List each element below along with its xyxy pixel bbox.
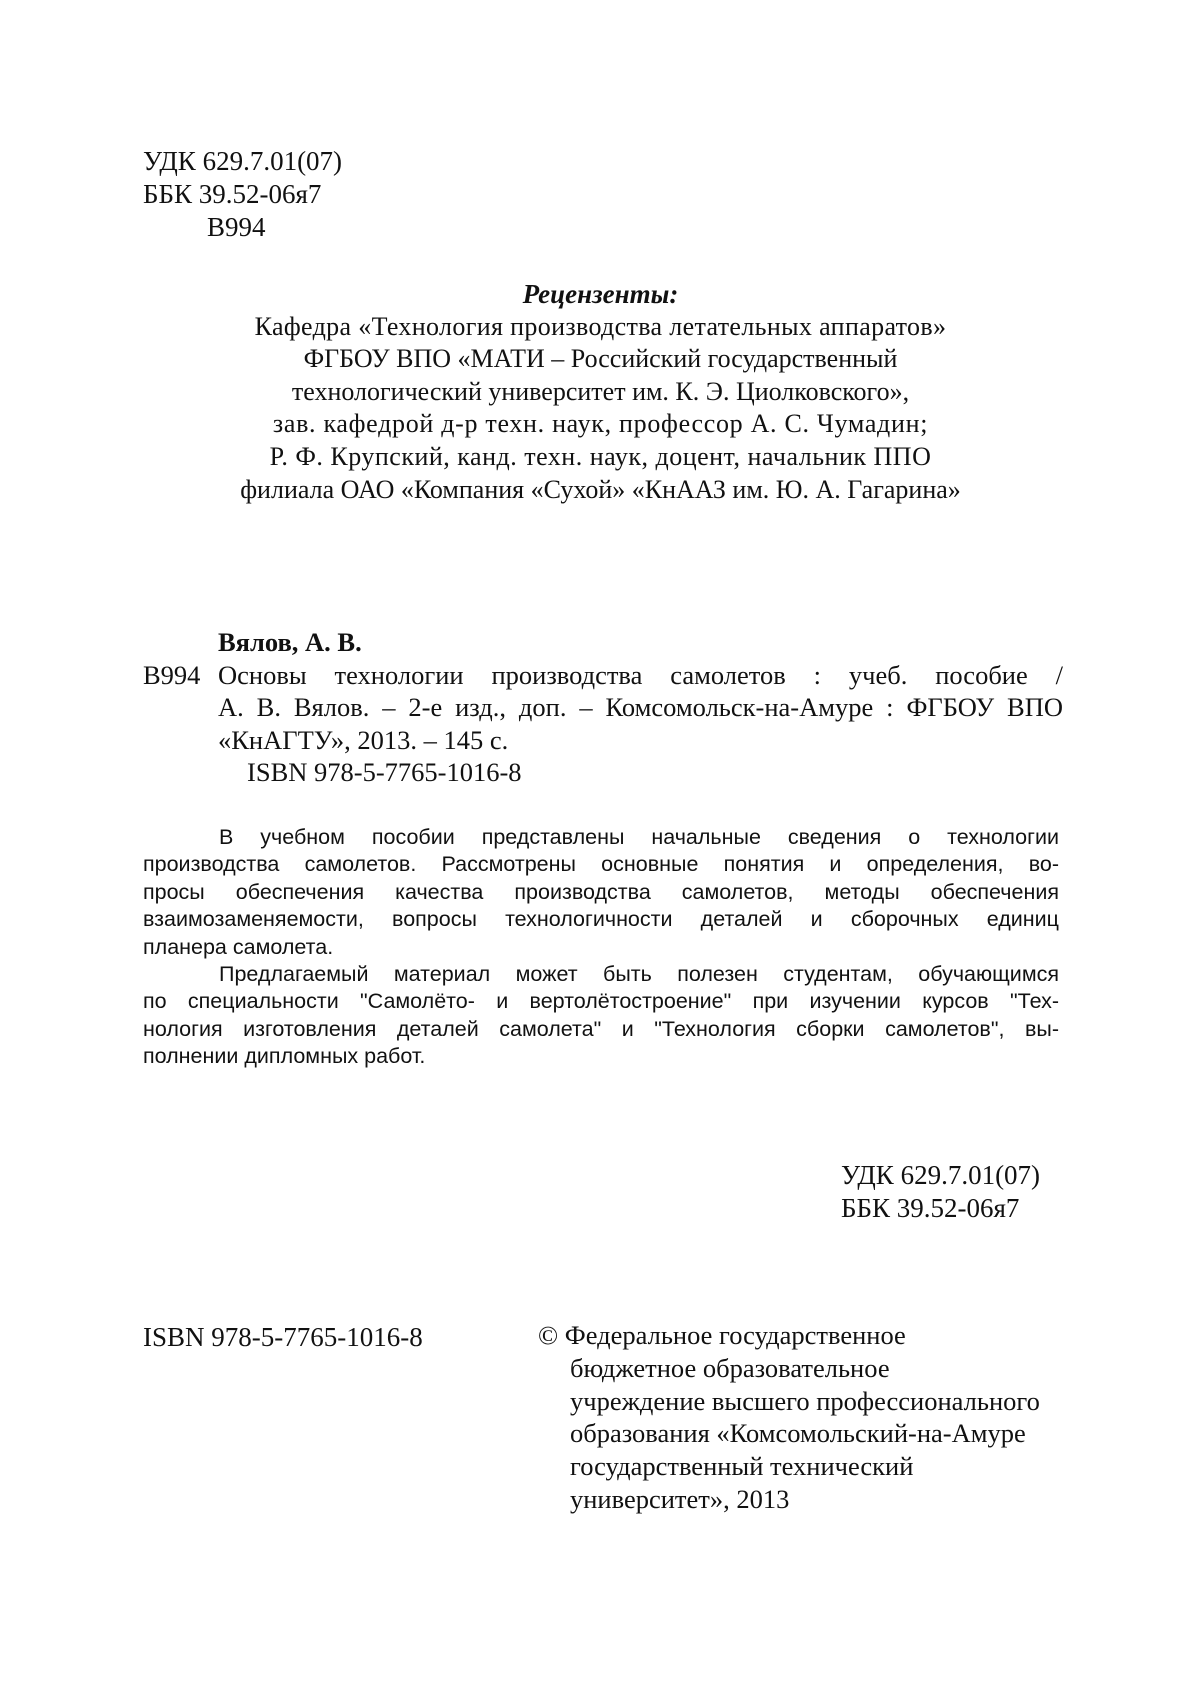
annotation-line: нология изготовления деталей самолета" и "Технология сборки самолетов", вы-	[143, 1016, 1059, 1041]
copyright-line: образования «Комсомольский-на-Амуре	[570, 1418, 1026, 1449]
annotation-line: просы обеспечения качества производства самолетов, методы обеспечения	[143, 879, 1059, 904]
reviewer-line: Кафедра «Технология производства летательных аппаратов»	[254, 311, 947, 341]
author-mark: В994	[143, 659, 201, 690]
annotation-line: производства самолетов. Рассмотрены основные понятия и определения, во-	[143, 852, 1059, 877]
annotation-line: полнении дипломных работ.	[143, 1044, 426, 1069]
annotation-line: взаимозаменяемости, вопросы технологичности деталей и сборочных единиц	[143, 907, 1059, 932]
reviewer-line: зав. кафедрой д-р техн. наук, профессор А. С. Чумадин;	[272, 409, 929, 439]
copyright-line: учреждение высшего профессионального	[570, 1385, 1040, 1416]
reviewers-heading: Рецензенты:	[522, 279, 679, 309]
title-row	[143, 659, 1063, 692]
annotation-line: Предлагаемый материал может быть полезен студентам, обучающимся	[219, 962, 1059, 987]
annotation-line: В учебном пособии представлены начальные сведения о технологии	[219, 825, 1059, 849]
isbn: ISBN 978-5-7765-1016-8	[247, 757, 522, 787]
copyright-line: университет», 2013	[570, 1483, 790, 1514]
copyright-line: государственный технический	[570, 1451, 914, 1482]
reviewers-block	[143, 278, 1058, 506]
udc-code: УДК 629.7.01(07)	[143, 146, 343, 176]
reviewer-line: филиала ОАО «Компания «Сухой» «КнААЗ им. Ю. А. Гагарина»	[240, 474, 961, 504]
classification-block-top	[143, 145, 342, 244]
bbk-code: ББК 39.52-06я7	[143, 179, 322, 209]
udc-code: УДК 629.7.01(07)	[841, 1160, 1041, 1190]
annotation-line: планера самолета.	[143, 934, 334, 959]
edition-line: А. В. Вялов. – 2-е изд., доп. – Комсомольск-на-Амуре : ФГБОУ ВПО	[218, 692, 1063, 722]
author-mark: В994	[207, 212, 266, 242]
bbk-code: ББК 39.52-06я7	[841, 1193, 1020, 1223]
annotation-line: по специальности "Самолёто- и вертолётостроение" при изучении курсов "Тех-	[143, 989, 1059, 1014]
publisher-line: «КнАГТУ», 2013. – 145 с.	[218, 724, 509, 755]
classification-block-bottom	[841, 1159, 1040, 1225]
annotation	[143, 824, 1059, 1071]
title-line: Основы технологии производства самолетов : учеб. пособие /	[218, 659, 1063, 690]
reviewer-line: ФГБОУ ВПО «МАТИ – Российский государственный	[303, 344, 898, 374]
copyright-line: бюджетное образовательное	[570, 1352, 890, 1383]
isbn-bottom: ISBN 978-5-7765-1016-8	[143, 1322, 423, 1352]
reviewer-line: Р. Ф. Крупский, канд. техн. наук, доцент, начальник ППО	[269, 441, 932, 471]
author-name: Вялов, А. В.	[218, 627, 362, 657]
edition-row	[143, 691, 1063, 724]
reviewer-line: технологический университет им. К. Э. Циолковского»,	[291, 376, 910, 406]
copyright-line: © Федеральное государственное	[538, 1320, 906, 1350]
bibliographic-record	[143, 626, 1063, 789]
copyright-block	[538, 1319, 1040, 1516]
